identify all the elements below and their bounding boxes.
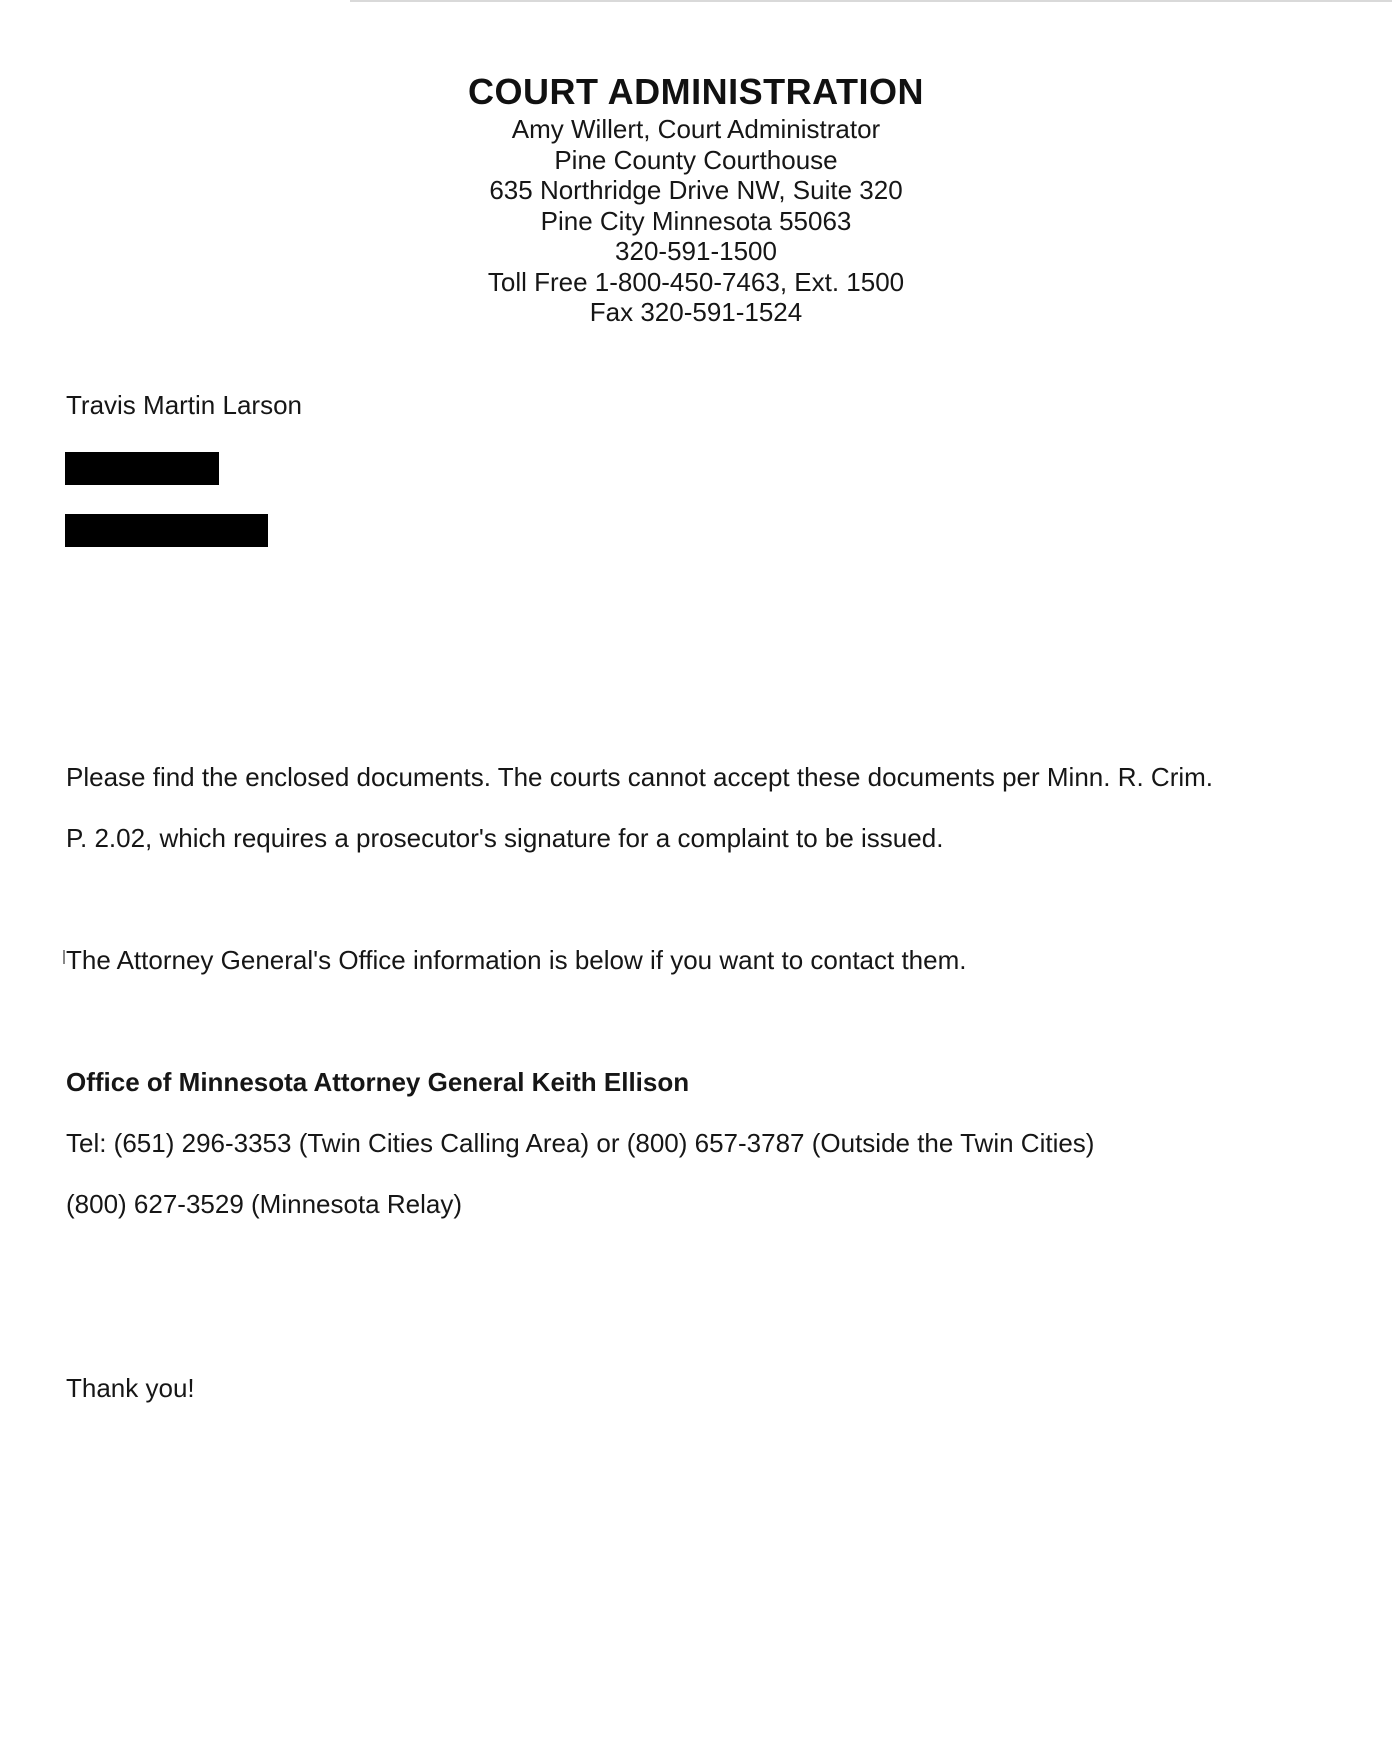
letterhead-street-address: 635 Northridge Drive NW, Suite 320	[489, 175, 903, 205]
scan-artifact-line	[350, 0, 1392, 2]
letterhead	[0, 72, 1392, 328]
redaction-bar-address-line-2	[65, 514, 268, 547]
attorney-general-relay: (800) 627-3529 (Minnesota Relay)	[66, 1189, 462, 1219]
attorney-general-office-name: Office of Minnesota Attorney General Keith Ellison	[66, 1067, 690, 1097]
redaction-bar-address-line-1	[65, 452, 219, 485]
letterhead-fax: Fax 320-591-1524	[589, 297, 803, 327]
letterhead-administrator: Amy Willert, Court Administrator	[511, 114, 881, 144]
letterhead-toll-free: Toll Free 1-800-450-7463, Ext. 1500	[487, 266, 905, 297]
letterhead-city-state-zip: Pine City Minnesota 55063	[540, 205, 852, 236]
recipient-name: Travis Martin Larson	[66, 390, 302, 420]
letterhead-title: COURT ADMINISTRATION	[468, 71, 924, 112]
letterhead-courthouse: Pine County Courthouse	[554, 144, 838, 175]
body-paragraph-2: The Attorney General's Office information is below if you want to contact them.	[66, 945, 967, 975]
scan-speck	[63, 950, 65, 964]
attorney-general-telephone: Tel: (651) 296-3353 (Twin Cities Calling Area) or (800) 657-3787 (Outside the Twin Cities)	[66, 1128, 1095, 1158]
body-paragraph-1-line-1: Please find the enclosed documents. The courts cannot accept these documents per Minn. R. Crim.	[66, 762, 1214, 792]
closing-thank-you: Thank you!	[66, 1373, 195, 1403]
letterhead-phone: 320-591-1500	[615, 236, 777, 266]
body-paragraph-1-line-2: P. 2.02, which requires a prosecutor's signature for a complaint to be issued.	[66, 823, 944, 853]
